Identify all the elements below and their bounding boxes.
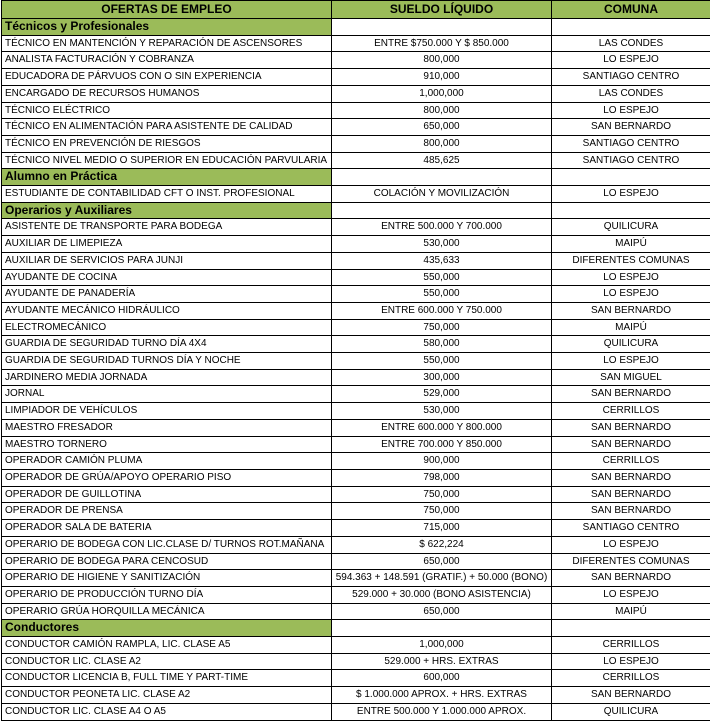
section-title: Técnicos y Profesionales <box>2 19 332 36</box>
salary-cell: ENTRE 500.000 Y 1.000.000 APROX. <box>332 703 552 720</box>
commune-cell: QUILICURA <box>552 219 710 236</box>
job-title-cell: LIMPIADOR DE VEHÍCULOS <box>2 403 332 420</box>
salary-cell: ENTRE 600.000 Y 750.000 <box>332 302 552 319</box>
header-salary: SUELDO LÍQUIDO <box>332 1 552 19</box>
table-row <box>2 35 710 52</box>
job-title-cell: AYUDANTE MECÁNICO HIDRÁULICO <box>2 302 332 319</box>
table-row <box>2 302 710 319</box>
commune-cell: LO ESPEJO <box>552 586 710 603</box>
salary-cell: 550,000 <box>332 269 552 286</box>
job-title-cell: OPERADOR DE GUILLOTINA <box>2 486 332 503</box>
commune-cell: LO ESPEJO <box>552 269 710 286</box>
table-row <box>2 353 710 370</box>
table-row <box>2 252 710 269</box>
job-title-cell: OPERARIO DE BODEGA CON LIC.CLASE D/ TURNOS ROT.MAÑANA <box>2 536 332 553</box>
empty-cell <box>552 620 710 637</box>
commune-cell: CERRILLOS <box>552 453 710 470</box>
job-title-cell: ELECTROMECÁNICO <box>2 319 332 336</box>
salary-cell: 798,000 <box>332 469 552 486</box>
table-row <box>2 553 710 570</box>
table-row <box>2 486 710 503</box>
table-row <box>2 703 710 720</box>
commune-cell: SAN BERNARDO <box>552 302 710 319</box>
commune-cell: MAIPÚ <box>552 603 710 620</box>
table-row <box>2 85 710 102</box>
table-row <box>2 336 710 353</box>
empty-cell <box>332 620 552 637</box>
table-row <box>2 219 710 236</box>
section-title: Operarios y Auxiliares <box>2 202 332 219</box>
empty-cell <box>552 169 710 186</box>
commune-cell: SAN BERNARDO <box>552 386 710 403</box>
table-body <box>2 19 710 721</box>
table-row <box>2 186 710 203</box>
salary-cell: 594.363 + 148.591 (GRATIF.) + 50.000 (BONO) <box>332 570 552 587</box>
salary-cell: 550,000 <box>332 353 552 370</box>
job-title-cell: ENCARGADO DE RECURSOS HUMANOS <box>2 85 332 102</box>
salary-cell: 800,000 <box>332 52 552 69</box>
commune-cell: LO ESPEJO <box>552 353 710 370</box>
salary-cell: 529.000 + HRS. EXTRAS <box>332 653 552 670</box>
salary-cell: 529,000 <box>332 386 552 403</box>
job-title-cell: OPERADOR DE GRÚA/APOYO OPERARIO PISO <box>2 469 332 486</box>
job-title-cell: TÉCNICO EN MANTENCIÓN Y REPARACIÓN DE ASCENSORES <box>2 35 332 52</box>
salary-cell: 900,000 <box>332 453 552 470</box>
table-row <box>2 570 710 587</box>
commune-cell: QUILICURA <box>552 336 710 353</box>
table-row <box>2 453 710 470</box>
commune-cell: LO ESPEJO <box>552 653 710 670</box>
commune-cell: SANTIAGO CENTRO <box>552 69 710 86</box>
table-row <box>2 469 710 486</box>
salary-cell: ENTRE $750.000 Y $ 850.000 <box>332 35 552 52</box>
commune-cell: CERRILLOS <box>552 403 710 420</box>
salary-cell: 1,000,000 <box>332 85 552 102</box>
table-row <box>2 152 710 169</box>
commune-cell: LO ESPEJO <box>552 536 710 553</box>
salary-cell: 650,000 <box>332 603 552 620</box>
commune-cell: MAIPÚ <box>552 236 710 253</box>
table-row <box>2 520 710 537</box>
commune-cell: SAN BERNARDO <box>552 570 710 587</box>
job-title-cell: OPERARIO GRÚA HORQUILLA MECÁNICA <box>2 603 332 620</box>
table-row <box>2 236 710 253</box>
salary-cell: 485,625 <box>332 152 552 169</box>
job-title-cell: GUARDIA DE SEGURIDAD TURNOS DÍA Y NOCHE <box>2 353 332 370</box>
salary-cell: 650,000 <box>332 119 552 136</box>
salary-cell: 1,000,000 <box>332 637 552 654</box>
salary-cell: 715,000 <box>332 520 552 537</box>
commune-cell: CERRILLOS <box>552 670 710 687</box>
table-row <box>2 102 710 119</box>
job-title-cell: TÉCNICO ELÉCTRICO <box>2 102 332 119</box>
job-title-cell: MAESTRO TORNERO <box>2 436 332 453</box>
job-title-cell: ESTUDIANTE DE CONTABILIDAD CFT O INST. PROFESIONAL <box>2 186 332 203</box>
job-title-cell: OPERARIO DE BODEGA PARA CENCOSUD <box>2 553 332 570</box>
commune-cell: MAIPÚ <box>552 319 710 336</box>
table-row <box>2 286 710 303</box>
table-row <box>2 319 710 336</box>
salary-cell: 910,000 <box>332 69 552 86</box>
commune-cell: LO ESPEJO <box>552 186 710 203</box>
job-title-cell: JARDINERO MEDIA JORNADA <box>2 369 332 386</box>
job-title-cell: CONDUCTOR PEONETA LIC. CLASE A2 <box>2 687 332 704</box>
commune-cell: SAN BERNARDO <box>552 419 710 436</box>
section-header-row <box>2 620 710 637</box>
commune-cell: SAN BERNARDO <box>552 469 710 486</box>
job-title-cell: EDUCADORA DE PÁRVUOS CON O SIN EXPERIENCIA <box>2 69 332 86</box>
salary-cell: 750,000 <box>332 486 552 503</box>
section-header-row <box>2 169 710 186</box>
job-title-cell: OPERARIO DE PRODUCCIÓN TURNO DÍA <box>2 586 332 603</box>
table-row <box>2 503 710 520</box>
table-row <box>2 386 710 403</box>
empty-cell <box>332 202 552 219</box>
job-title-cell: TÉCNICO EN ALIMENTACIÓN PARA ASISTENTE DE CALIDAD <box>2 119 332 136</box>
salary-cell: ENTRE 500.000 Y 700.000 <box>332 219 552 236</box>
salary-cell: ENTRE 600.000 Y 800.000 <box>332 419 552 436</box>
table-row <box>2 670 710 687</box>
header-row <box>2 1 710 19</box>
job-title-cell: MAESTRO FRESADOR <box>2 419 332 436</box>
commune-cell: SAN BERNARDO <box>552 687 710 704</box>
salary-cell: COLACIÓN Y MOVILIZACIÓN <box>332 186 552 203</box>
job-title-cell: AYUDANTE DE PANADERÍA <box>2 286 332 303</box>
job-title-cell: CONDUCTOR LIC. CLASE A2 <box>2 653 332 670</box>
job-title-cell: JORNAL <box>2 386 332 403</box>
empty-cell <box>552 202 710 219</box>
section-title: Alumno en Práctica <box>2 169 332 186</box>
job-title-cell: TÉCNICO NIVEL MEDIO O SUPERIOR EN EDUCACIÓN PARVULARIA <box>2 152 332 169</box>
header-commune: COMUNA <box>552 1 710 19</box>
salary-cell: $ 622,224 <box>332 536 552 553</box>
table-row <box>2 653 710 670</box>
commune-cell: SAN BERNARDO <box>552 486 710 503</box>
commune-cell: LO ESPEJO <box>552 286 710 303</box>
commune-cell: DIFERENTES COMUNAS <box>552 252 710 269</box>
table-row <box>2 135 710 152</box>
job-title-cell: OPERADOR SALA DE BATERIA <box>2 520 332 537</box>
empty-cell <box>332 19 552 36</box>
table-row <box>2 536 710 553</box>
section-header-row <box>2 202 710 219</box>
section-header-row <box>2 19 710 36</box>
table-row <box>2 119 710 136</box>
table-row <box>2 403 710 420</box>
table-row <box>2 687 710 704</box>
job-offers-table <box>1 0 710 721</box>
table-row <box>2 269 710 286</box>
salary-cell: 750,000 <box>332 503 552 520</box>
salary-cell: 435,633 <box>332 252 552 269</box>
section-title: Conductores <box>2 620 332 637</box>
job-title-cell: TÉCNICO EN PREVENCIÓN DE RIESGOS <box>2 135 332 152</box>
commune-cell: SANTIAGO CENTRO <box>552 520 710 537</box>
salary-cell: 800,000 <box>332 135 552 152</box>
job-title-cell: OPERARIO DE HIGIENE Y SANITIZACIÓN <box>2 570 332 587</box>
job-title-cell: OPERADOR CAMIÓN PLUMA <box>2 453 332 470</box>
job-title-cell: CONDUCTOR LIC. CLASE A4 O A5 <box>2 703 332 720</box>
salary-cell: 800,000 <box>332 102 552 119</box>
salary-cell: 550,000 <box>332 286 552 303</box>
job-title-cell: ANALISTA FACTURACIÓN Y COBRANZA <box>2 52 332 69</box>
job-title-cell: OPERADOR DE PRENSA <box>2 503 332 520</box>
salary-cell: ENTRE 700.000 Y 850.000 <box>332 436 552 453</box>
empty-cell <box>552 19 710 36</box>
salary-cell: 530,000 <box>332 236 552 253</box>
table-row <box>2 419 710 436</box>
commune-cell: SANTIAGO CENTRO <box>552 135 710 152</box>
commune-cell: LAS CONDES <box>552 35 710 52</box>
commune-cell: SANTIAGO CENTRO <box>552 152 710 169</box>
salary-cell: $ 1.000.000 APROX. + HRS. EXTRAS <box>332 687 552 704</box>
job-title-cell: CONDUCTOR LICENCIA B, FULL TIME Y PART-TIME <box>2 670 332 687</box>
job-title-cell: AYUDANTE DE COCINA <box>2 269 332 286</box>
commune-cell: SAN BERNARDO <box>552 119 710 136</box>
salary-cell: 580,000 <box>332 336 552 353</box>
job-title-cell: CONDUCTOR CAMIÓN RAMPLA, LIC. CLASE A5 <box>2 637 332 654</box>
table-row <box>2 69 710 86</box>
salary-cell: 600,000 <box>332 670 552 687</box>
commune-cell: CERRILLOS <box>552 637 710 654</box>
salary-cell: 750,000 <box>332 319 552 336</box>
job-title-cell: ASISTENTE DE TRANSPORTE PARA BODEGA <box>2 219 332 236</box>
table-row <box>2 436 710 453</box>
commune-cell: LAS CONDES <box>552 85 710 102</box>
empty-cell <box>332 169 552 186</box>
table-row <box>2 52 710 69</box>
commune-cell: LO ESPEJO <box>552 52 710 69</box>
table-row <box>2 637 710 654</box>
commune-cell: QUILICURA <box>552 703 710 720</box>
header-job: OFERTAS DE EMPLEO <box>2 1 332 19</box>
commune-cell: SAN BERNARDO <box>552 503 710 520</box>
commune-cell: DIFERENTES COMUNAS <box>552 553 710 570</box>
commune-cell: SAN BERNARDO <box>552 436 710 453</box>
job-title-cell: AUXILIAR DE LIMEPIEZA <box>2 236 332 253</box>
table-row <box>2 586 710 603</box>
job-title-cell: AUXILIAR DE SERVICIOS PARA JUNJI <box>2 252 332 269</box>
table-row <box>2 369 710 386</box>
salary-cell: 300,000 <box>332 369 552 386</box>
commune-cell: SAN MIGUEL <box>552 369 710 386</box>
salary-cell: 529.000 + 30.000 (BONO ASISTENCIA) <box>332 586 552 603</box>
salary-cell: 650,000 <box>332 553 552 570</box>
salary-cell: 530,000 <box>332 403 552 420</box>
table-row <box>2 603 710 620</box>
job-title-cell: GUARDIA DE SEGURIDAD TURNO DÍA 4X4 <box>2 336 332 353</box>
commune-cell: LO ESPEJO <box>552 102 710 119</box>
